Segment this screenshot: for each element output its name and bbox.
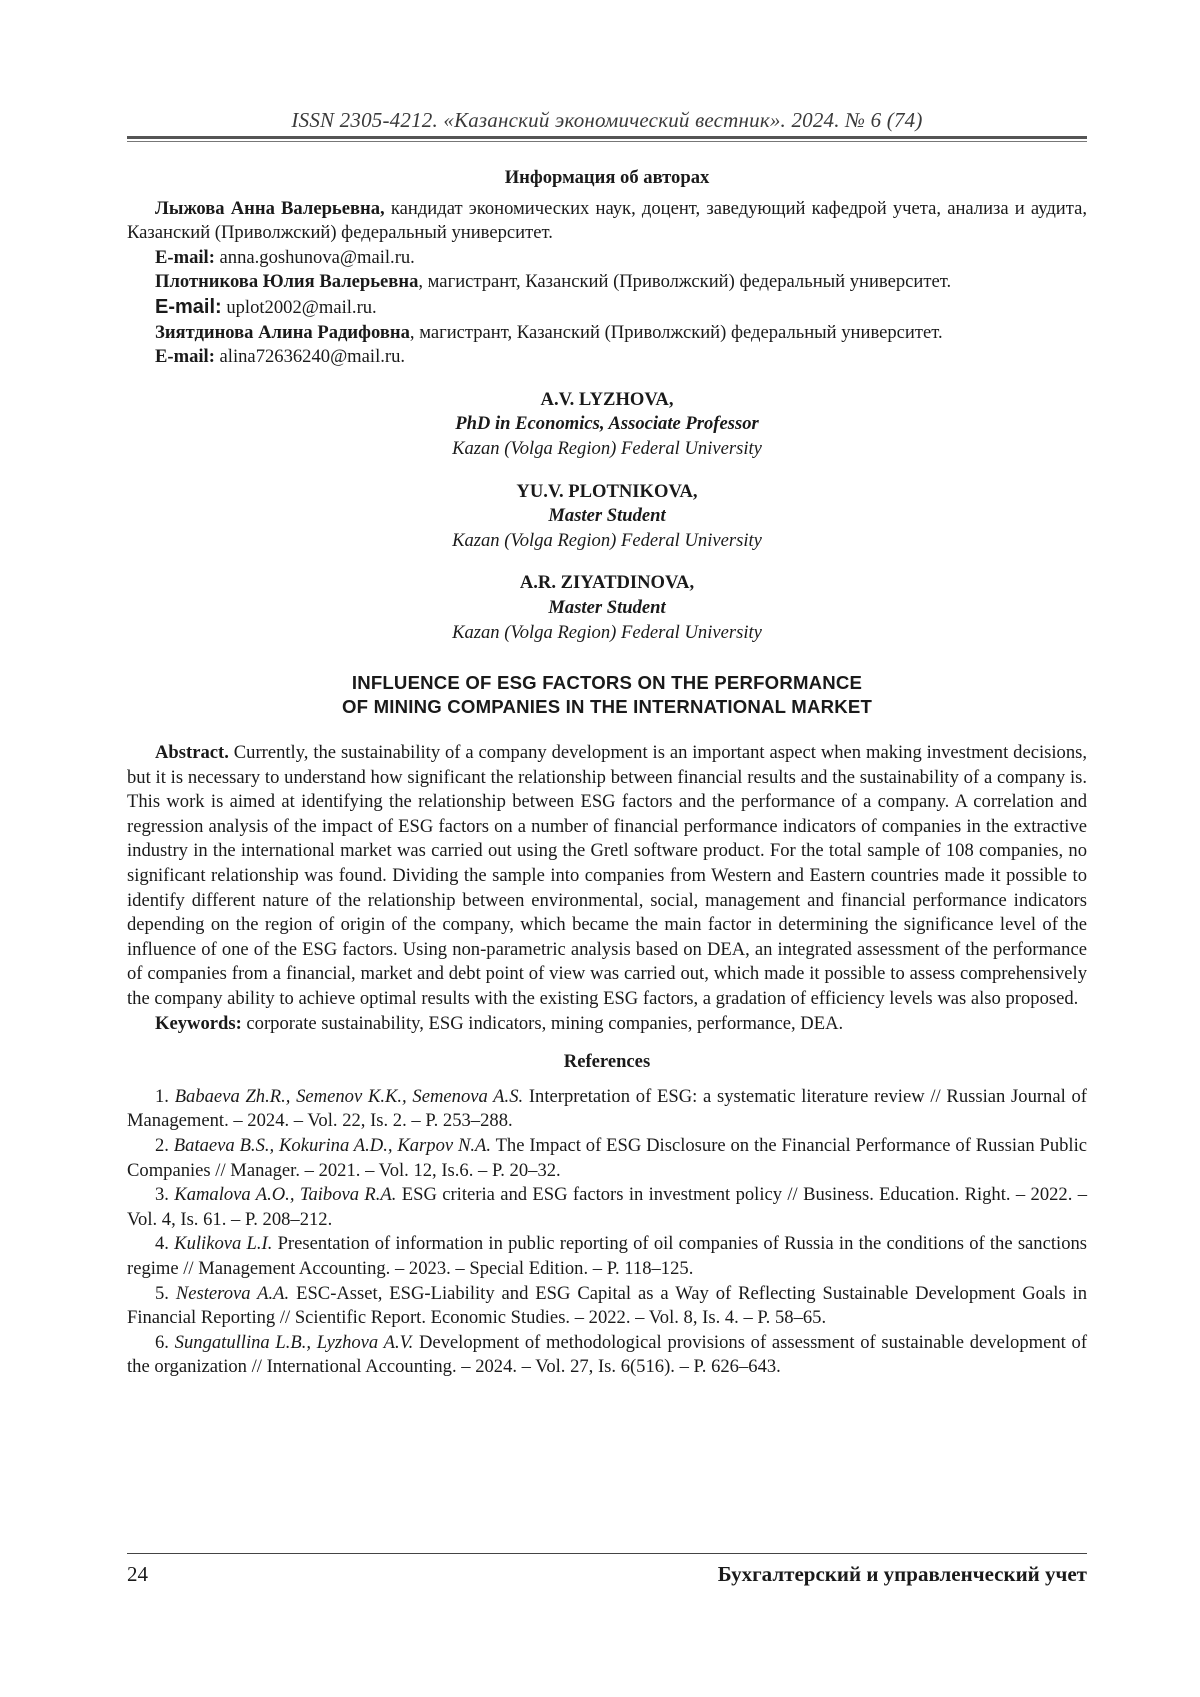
email-value: uplot2002@mail.ru. — [221, 296, 377, 318]
author-en-1 — [127, 388, 1087, 462]
author-name: Плотникова Юлия Валерьевна — [155, 271, 419, 293]
author-email-1 — [127, 246, 1087, 271]
author-en-name: A.V. LYZHOVA, — [540, 388, 674, 410]
ref-authors: Kamalova A.O., Taibova R.A. — [174, 1184, 397, 1206]
ref-authors: Kulikova L.I. — [174, 1233, 273, 1255]
author-en-position: Master Student — [548, 505, 666, 527]
reference-item — [127, 1282, 1087, 1331]
running-head: ISSN 2305-4212. «Казанский экономический вестник». 2024. № 6 (74) — [291, 108, 923, 132]
document-page — [127, 0, 1087, 1697]
authors-info-title: Информация об авторах — [504, 167, 710, 188]
ref-num: 6. — [155, 1331, 175, 1353]
reference-item — [127, 1134, 1087, 1183]
reference-item — [127, 1085, 1087, 1134]
ref-authors: Babaeva Zh.R., Semenov K.K., Semenova A.S. — [174, 1085, 524, 1107]
header-rule-thin — [127, 141, 1087, 142]
ref-authors: Nesterova A.A. — [175, 1282, 290, 1304]
article-title — [127, 671, 1087, 719]
page-content — [127, 166, 1087, 1380]
author-desc: кандидат экономических наук, доцент, заведующий кафедрой учета, анализа и аудита, Казанский (Приволжский) федеральный университет. — [127, 197, 1088, 244]
footer-rule — [127, 1553, 1087, 1554]
email-value: alina72636240@mail.ru. — [214, 346, 406, 368]
reference-item — [127, 1232, 1087, 1281]
article-title-line-2: OF MINING COMPANIES IN THE INTERNATIONAL MARKET — [341, 696, 872, 718]
page-number: 24 — [127, 1562, 148, 1586]
ref-num: 2. — [155, 1135, 174, 1156]
ref-text: ESG criteria and ESG factors in investment policy // Business. Education. Right. – 2022. – Vol. 4, Is. 61. – P. 208–212. — [127, 1184, 1088, 1230]
author-en-affiliation: Kazan (Volga Region) Federal University — [452, 529, 762, 551]
email-label: E-mail: — [155, 295, 222, 318]
author-desc: , магистрант, Казанский (Приволжский) федеральный университет. — [409, 321, 943, 343]
author-email-2 — [127, 295, 1087, 321]
ref-text: The Impact of ESG Disclosure on the Financial Performance of Russian Public Companies // Manager. – 2021. – Vol. 12, Is.6. – P. 20–32. — [127, 1135, 1087, 1181]
ref-authors: Sungatullina L.B., Lyzhova A.V. — [174, 1331, 414, 1353]
author-en-position: Master Student — [548, 596, 666, 618]
author-email-3 — [127, 345, 1087, 370]
author-en-2 — [127, 480, 1087, 554]
author-en-position: PhD in Economics, Associate Professor — [455, 413, 759, 435]
author-name: Лыжова Анна Валерьевна, — [155, 197, 385, 219]
author-en-name: YU.V. PLOTNIKOVA, — [516, 480, 698, 502]
author-en-affiliation: Kazan (Volga Region) Federal University — [452, 621, 762, 643]
author-en-name: A.R. ZIYATDINOVA, — [519, 572, 695, 594]
ref-text: Development of methodological provisions of assessment of sustainable development of the organization // International Accounting. – 2024. – Vol. 27, Is. 6(516). – P. 626–643. — [127, 1331, 1088, 1378]
author-info-1 — [127, 197, 1087, 246]
ref-num: 3. — [155, 1184, 175, 1206]
author-info-3 — [127, 321, 1087, 346]
ref-num: 4. — [155, 1233, 175, 1255]
header-rule-thick — [127, 136, 1087, 139]
ref-text: ESC-Asset, ESG-Liability and ESG Capital as a Way of Reflecting Sustainable Development Goals in Financial Reporting // Scientific Report. Economic Studies. – 2022. – Vol. 8, Is. 4. – P. 58–65. — [127, 1282, 1087, 1329]
ref-num: 1. — [155, 1085, 175, 1107]
ref-authors: Bataeva B.S., Kokurina A.D., Karpov N.A. — [173, 1135, 492, 1156]
reference-item — [127, 1331, 1087, 1380]
author-name: Зиятдинова Алина Радифовна — [155, 321, 410, 343]
keywords — [127, 1012, 1087, 1037]
journal-section: Бухгалтерский и управленческий учет — [717, 1562, 1087, 1586]
abstract-label: Abstract. — [155, 742, 229, 764]
abstract — [127, 741, 1087, 1012]
ref-text: Interpretation of ESG: a systematic literature review // Russian Journal of Management. – 2024. – Vol. 22, Is. 2. – P. 253–288. — [127, 1085, 1087, 1132]
keywords-text: corporate sustainability, ESG indicators, mining companies, performance, DEA. — [241, 1012, 844, 1034]
abstract-text: Currently, the sustainability of a company development is an important aspect when making investment decisions, but it is necessary to understand how significant the relationship between financial results and the sustainability of a company is. This work is aimed at identifying the relationship between ESG factors and the performance of a company. A correlation and regression analysis of the impact of ESG factors on a number of financial performance indicators of companies in the extractive industry in the international market was carried out using the Gretl software product. For the total sample of 108 companies, no significant relationship was found. Dividing the sample into companies from Western and Eastern countries made it possible to identify different nature of the relationship between environmental, social, management and financial performance indicators depending on the region of origin of the company, which became the main factor in determining the significance level of the influence of one of the ESG factors. Using non-parametric analysis based on DEA, an integrated assessment of the performance of companies from a financial, market and debt point of view was carried out, which made it possible to assess comprehensively the company ability to achieve optimal results with the existing ESG factors, a gradation of efficiency levels was also proposed. — [127, 742, 1087, 1010]
ref-num: 5. — [155, 1282, 176, 1304]
email-label: E-mail: — [155, 346, 215, 368]
ref-text: Presentation of information in public reporting of oil companies of Russia in the conditions of the sanctions regime // Management Accounting. – 2023. – Special Edition. – P. 118–125. — [127, 1233, 1088, 1279]
keywords-label: Keywords: — [155, 1012, 242, 1034]
reference-item — [127, 1183, 1087, 1232]
article-title-line-1: INFLUENCE OF ESG FACTORS ON THE PERFORMANCE — [351, 672, 863, 694]
author-en-3 — [127, 571, 1087, 645]
email-label: E-mail: — [155, 246, 215, 268]
email-value: anna.goshunova@mail.ru. — [214, 246, 415, 268]
author-en-affiliation: Kazan (Volga Region) Federal University — [452, 437, 762, 459]
author-info-2 — [127, 270, 1087, 295]
references-title: References — [563, 1051, 651, 1073]
author-desc: , магистрант, Казанский (Приволжский) федеральный университет. — [418, 271, 952, 293]
